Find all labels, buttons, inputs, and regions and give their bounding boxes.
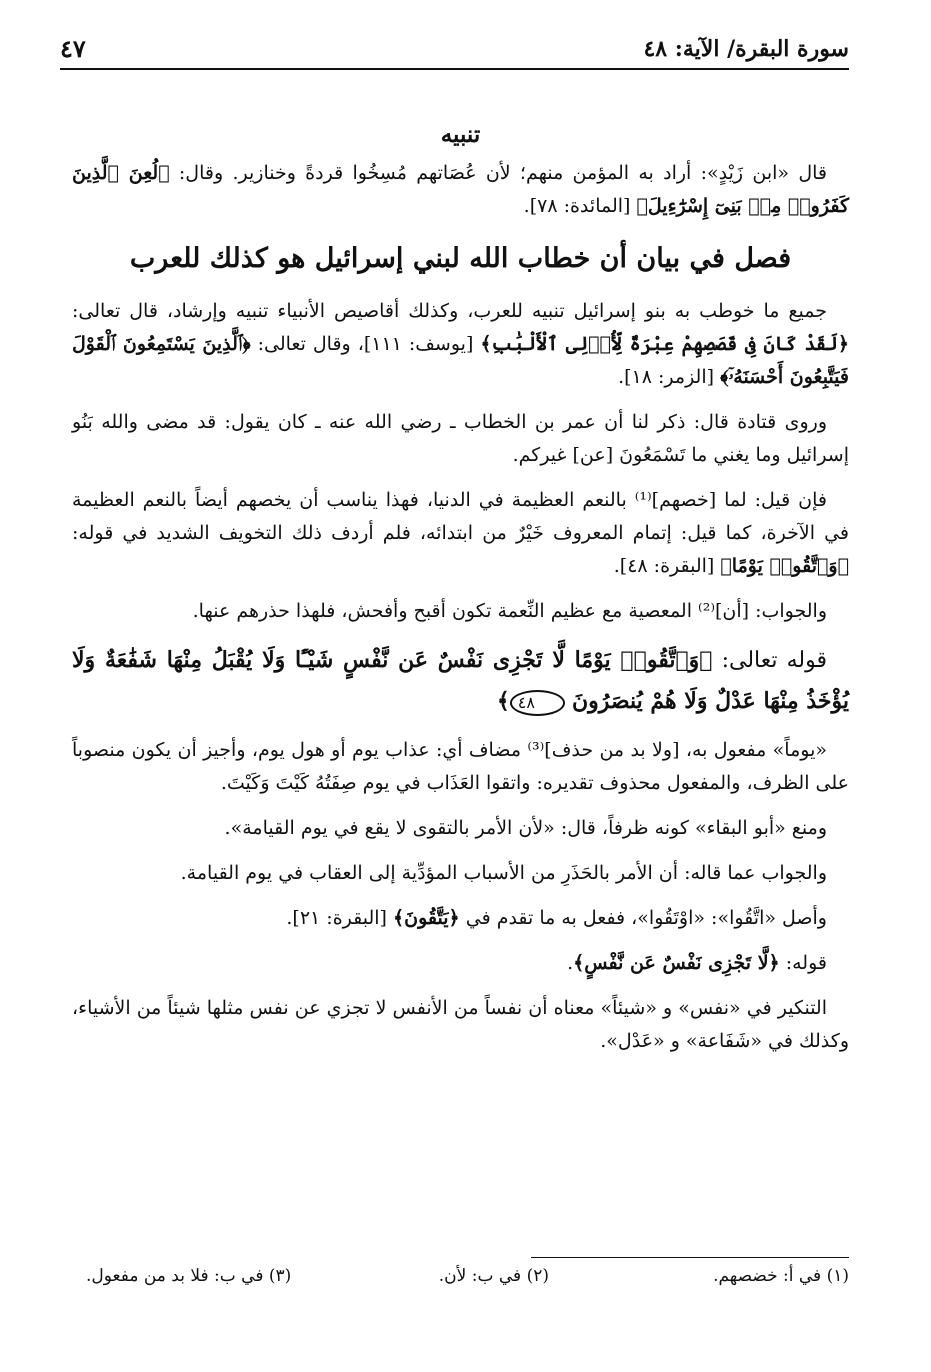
quran-verse: ﴿لَّا تَجْزِى نَفْسٌ عَن نَّفْسٍ﴾	[573, 952, 780, 974]
quran-verse: ﴿لَقَدْ كَانَ فِى قَصَصِهِمْ عِبْرَةٌ لِّأُو۟لِى ٱلْأَلْبَٰبِ﴾	[480, 333, 850, 355]
verse-reference: [الزمر: ١٨].	[618, 366, 715, 388]
quran-verse: ﴿لُعِنَ ٱلَّذِينَ كَفَرُوا۟ مِنۢ بَنِىٓ إِسْرَٰٓءِيلَ﴾	[72, 162, 849, 217]
paragraph-7: ومنع «أبو البقاء» كونه ظرفاً، قال: «لأن الأمر بالتقوى لا يقع في يوم القيامة».	[224, 817, 827, 839]
surah-reference: سورة البقرة/ الآية: ٤٨	[643, 36, 849, 62]
paragraph-1	[72, 295, 849, 394]
paragraph-text: وأصل «اتَّقُوا»: «اوْتَقُوا»، ففعل به ما تقدم في	[465, 907, 827, 929]
paragraph-8: والجواب عما قاله: أن الأمر بالحَذَرِ من الأسباب المؤدِّية إلى العقاب في يوم القيامة.	[180, 862, 827, 884]
tanbih-text: قال «ابن زَيْدٍ»: أراد به المؤمن منهم؛ لأن عُصَاتهم مُسِخُوا قردةً وخنازير. وقال:	[178, 162, 827, 184]
footnote-1: (١) في أ: خضصهم.	[713, 1266, 849, 1286]
paragraph-4: والجواب: [أن]⁽²⁾ المعصية مع عظيم النِّعمة تكون أقبح وأفحش، فلهذا حذرهم عنها.	[192, 600, 827, 622]
verse-lead: قوله:	[785, 952, 827, 974]
paragraph-2: وروى قتادة قال: ذكر لنا أن عمر بن الخطاب ـ رضي الله عنه ـ كان يقول: قد مضى والله بَنُو إسرائيل وما يغني ما تَسْمَعُونَ [عن] غيركم.	[72, 411, 849, 466]
paragraph-9	[72, 902, 849, 935]
paragraph-11: التنكير في «نفس» و «شيئاً» معناه أن نفساً من الأنفس لا تجزي عن نفس مثلها شيئاً من الأشياء، وكذلك في «شَفَاعة» و «عَدْل».	[72, 997, 849, 1052]
quran-verse: ﴿وَٱتَّقُوا۟ يَوْمًا﴾	[720, 555, 849, 577]
tanbih-paragraph	[72, 157, 849, 223]
verse-reference: [البقرة: ٤٨].	[613, 555, 715, 577]
quran-verse: ﴿ٱلَّذِينَ يَسْتَمِعُونَ ٱلْقَوْلَ فَيَتَّبِعُونَ أَحْسَنَهُۥٓ﴾	[72, 333, 849, 388]
paragraph-text: جميع ما خوطب به بنو إسرائيل تنبيه للعرب، وكذلك أقاصيص الأنبياء تنبيه وإرشاد، قال تعالى:	[72, 300, 827, 322]
running-header	[60, 34, 849, 70]
paragraph-3	[72, 484, 849, 583]
verse-reference: [يوسف: ١١١]، وقال تعالى:	[257, 333, 474, 355]
footnote-3: (٣) في ب: فلا بد من مفعول.	[86, 1266, 292, 1286]
quran-verse: ﴿وَٱتَّقُوا۟ يَوْمًا لَّا تَجْزِى نَفْسٌ عَن نَّفْسٍ شَيْـًٔا وَلَا يُقْبَلُ مِنْهَا شَفَٰعَةٌ وَلَا يُؤْخَذُ مِنْهَا عَدْلٌ وَلَا هُمْ يُنصَرُونَ	[72, 647, 849, 714]
page-number: ٤٧	[60, 34, 86, 63]
verse-reference: [البقرة: ٢١].	[286, 907, 387, 929]
tanbih-heading: تنبيه	[440, 121, 481, 148]
page-body	[72, 118, 849, 1070]
paragraph-6: «يوماً» مفعول به، [ولا بد من حذف]⁽³⁾ مضاف أي: عذاب يوم أو هول يوم، وأجيز أن يكون منصوباً على الظرف، والمفعول محذوف تقديره: واتقوا العَذَاب في يوم صِفَتُهُ كَيْتَ وَكَيْتَ.	[72, 739, 849, 794]
verse-reference: [المائدة: ٧٨].	[523, 195, 631, 217]
footnote-divider	[531, 1257, 849, 1258]
quran-verse: ﴿يَتَّقُونَ﴾	[393, 907, 460, 929]
aya-number-medallion: ٤٨	[510, 690, 565, 716]
paragraph-10	[72, 947, 849, 980]
section-heading: فصل في بيان أن خطاب الله لبني إسرائيل هو كذلك للعرب	[129, 243, 792, 274]
verse-close-bracket: ﴾	[496, 688, 510, 714]
paragraph-5-main-verse	[72, 640, 849, 722]
verse-lead: قوله تعالى:	[721, 648, 827, 673]
paragraph-text: فإن قيل: لما [خصهم]⁽¹⁾ بالنعم العظيمة في الدنيا، فهذا يناسب أن يخصهم أيضاً بالنعم العظيمة في الآخرة، كما قيل: إتمام المعروف خَيْرٌ من ابتدائه، فلم أردف ذلك التخويف الشديد في قوله:	[72, 489, 849, 544]
footnotes	[72, 1266, 849, 1296]
footnote-2: (٢) في ب: لأن.	[438, 1266, 549, 1286]
sentence-end: .	[567, 952, 574, 974]
